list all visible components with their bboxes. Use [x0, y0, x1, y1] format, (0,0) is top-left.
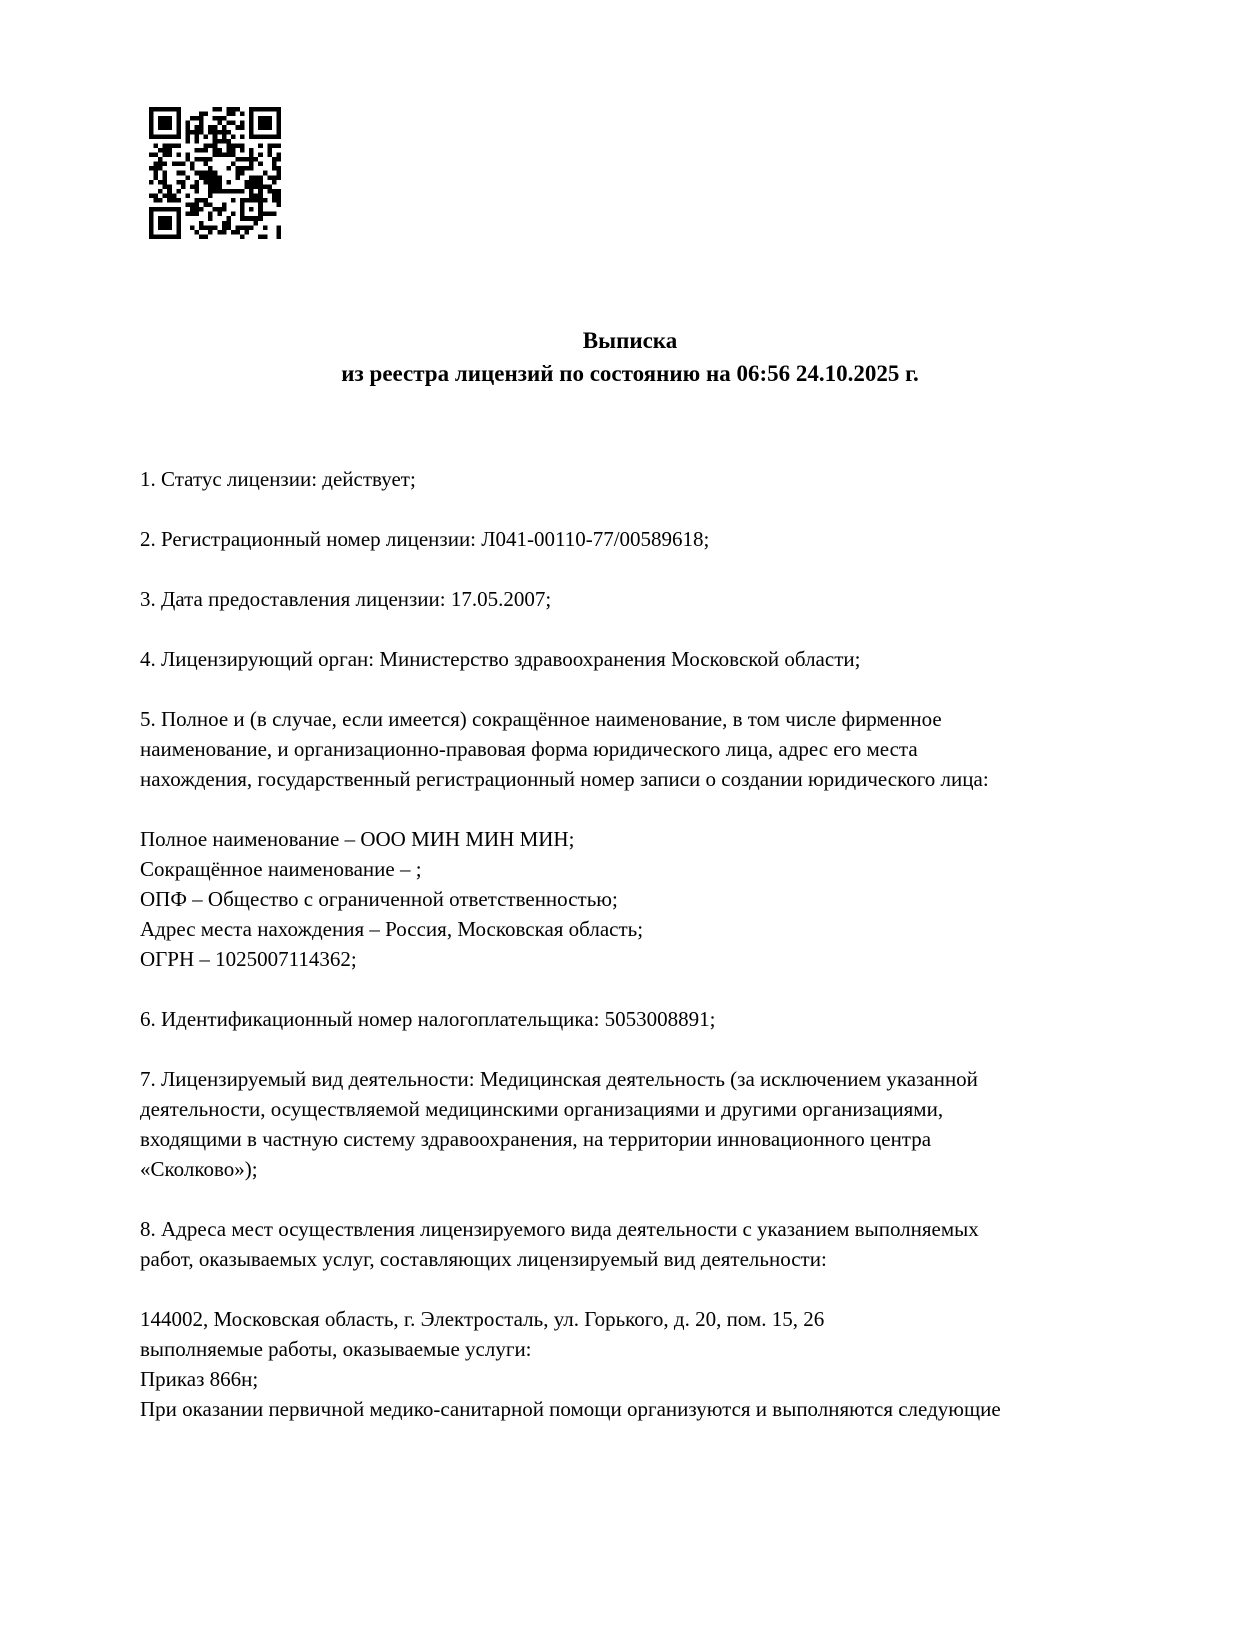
paragraph-list	[140, 464, 1120, 1424]
paragraph-line: 3. Дата предоставления лицензии: 17.05.2007;	[140, 587, 552, 611]
paragraph-line: деятельности, осуществляемой медицинскими организациями и другими организациями,	[140, 1097, 944, 1121]
paragraph-line: 4. Лицензирующий орган: Министерство здравоохранения Московской области;	[140, 647, 861, 671]
entity-ogrn-line: ОГРН – 1025007114362;	[140, 947, 357, 971]
paragraph-line: 5. Полное и (в случае, если имеется) сокращённое наименование, в том числе фирменное	[140, 707, 942, 731]
order-line: Приказ 866н;	[140, 1367, 259, 1391]
paragraph-line: 6. Идентификационный номер налогоплательщика: 5053008891;	[140, 1007, 716, 1031]
paragraph-line: «Сколково»);	[140, 1157, 258, 1181]
entity-short-name-line: Сокращённое наименование – ;	[140, 857, 422, 881]
works-services-line: выполняемые работы, оказываемые услуги:	[140, 1337, 532, 1361]
paragraph-line: входящими в частную систему здравоохранения, на территории инновационного центра	[140, 1127, 932, 1151]
document-body	[140, 0, 1120, 1454]
paragraph-grant-date	[140, 584, 1120, 614]
paragraph-license-status	[140, 464, 1120, 494]
document-title	[140, 324, 1120, 390]
paragraph-activity-addresses-heading	[140, 1214, 1120, 1274]
title-line-1: Выписка	[582, 328, 678, 353]
paragraph-line: 7. Лицензируемый вид деятельности: Медицинская деятельность (за исключением указанной	[140, 1067, 978, 1091]
paragraph-licensing-authority	[140, 644, 1120, 674]
paragraph-line: наименование, и организационно-правовая форма юридического лица, адрес его места	[140, 737, 918, 761]
paragraph-line: 8. Адреса мест осуществления лицензируемого вида деятельности с указанием выполняемых	[140, 1217, 979, 1241]
paragraph-line: 2. Регистрационный номер лицензии: Л041-00110-77/00589618;	[140, 527, 710, 551]
block-address-details	[140, 1304, 1120, 1424]
entity-address-line: Адрес места нахождения – Россия, Московская область;	[140, 917, 644, 941]
paragraph-inn	[140, 1004, 1120, 1034]
paragraph-licensed-activity	[140, 1064, 1120, 1184]
paragraph-line: нахождения, государственный регистрационный номер записи о создании юридического лица:	[140, 767, 989, 791]
entity-full-name-line: Полное наименование – ООО МИН МИН МИН;	[140, 827, 575, 851]
entity-opf-line: ОПФ – Общество с ограниченной ответственностью;	[140, 887, 618, 911]
title-line-2: из реестра лицензий по состоянию на 06:56 24.10.2025 г.	[341, 361, 919, 386]
primary-care-line: При оказании первичной медико-санитарной помощи организуются и выполняются следующие	[140, 1397, 1001, 1421]
paragraph-line: работ, оказываемых услуг, составляющих лицензируемый вид деятельности:	[140, 1247, 827, 1271]
address-line: 144002, Московская область, г. Электросталь, ул. Горького, д. 20, пом. 15, 26	[140, 1307, 825, 1331]
paragraph-line: 1. Статус лицензии: действует;	[140, 467, 416, 491]
paragraph-registration-number	[140, 524, 1120, 554]
block-entity-details	[140, 824, 1120, 974]
paragraph-legal-entity-heading	[140, 704, 1120, 794]
